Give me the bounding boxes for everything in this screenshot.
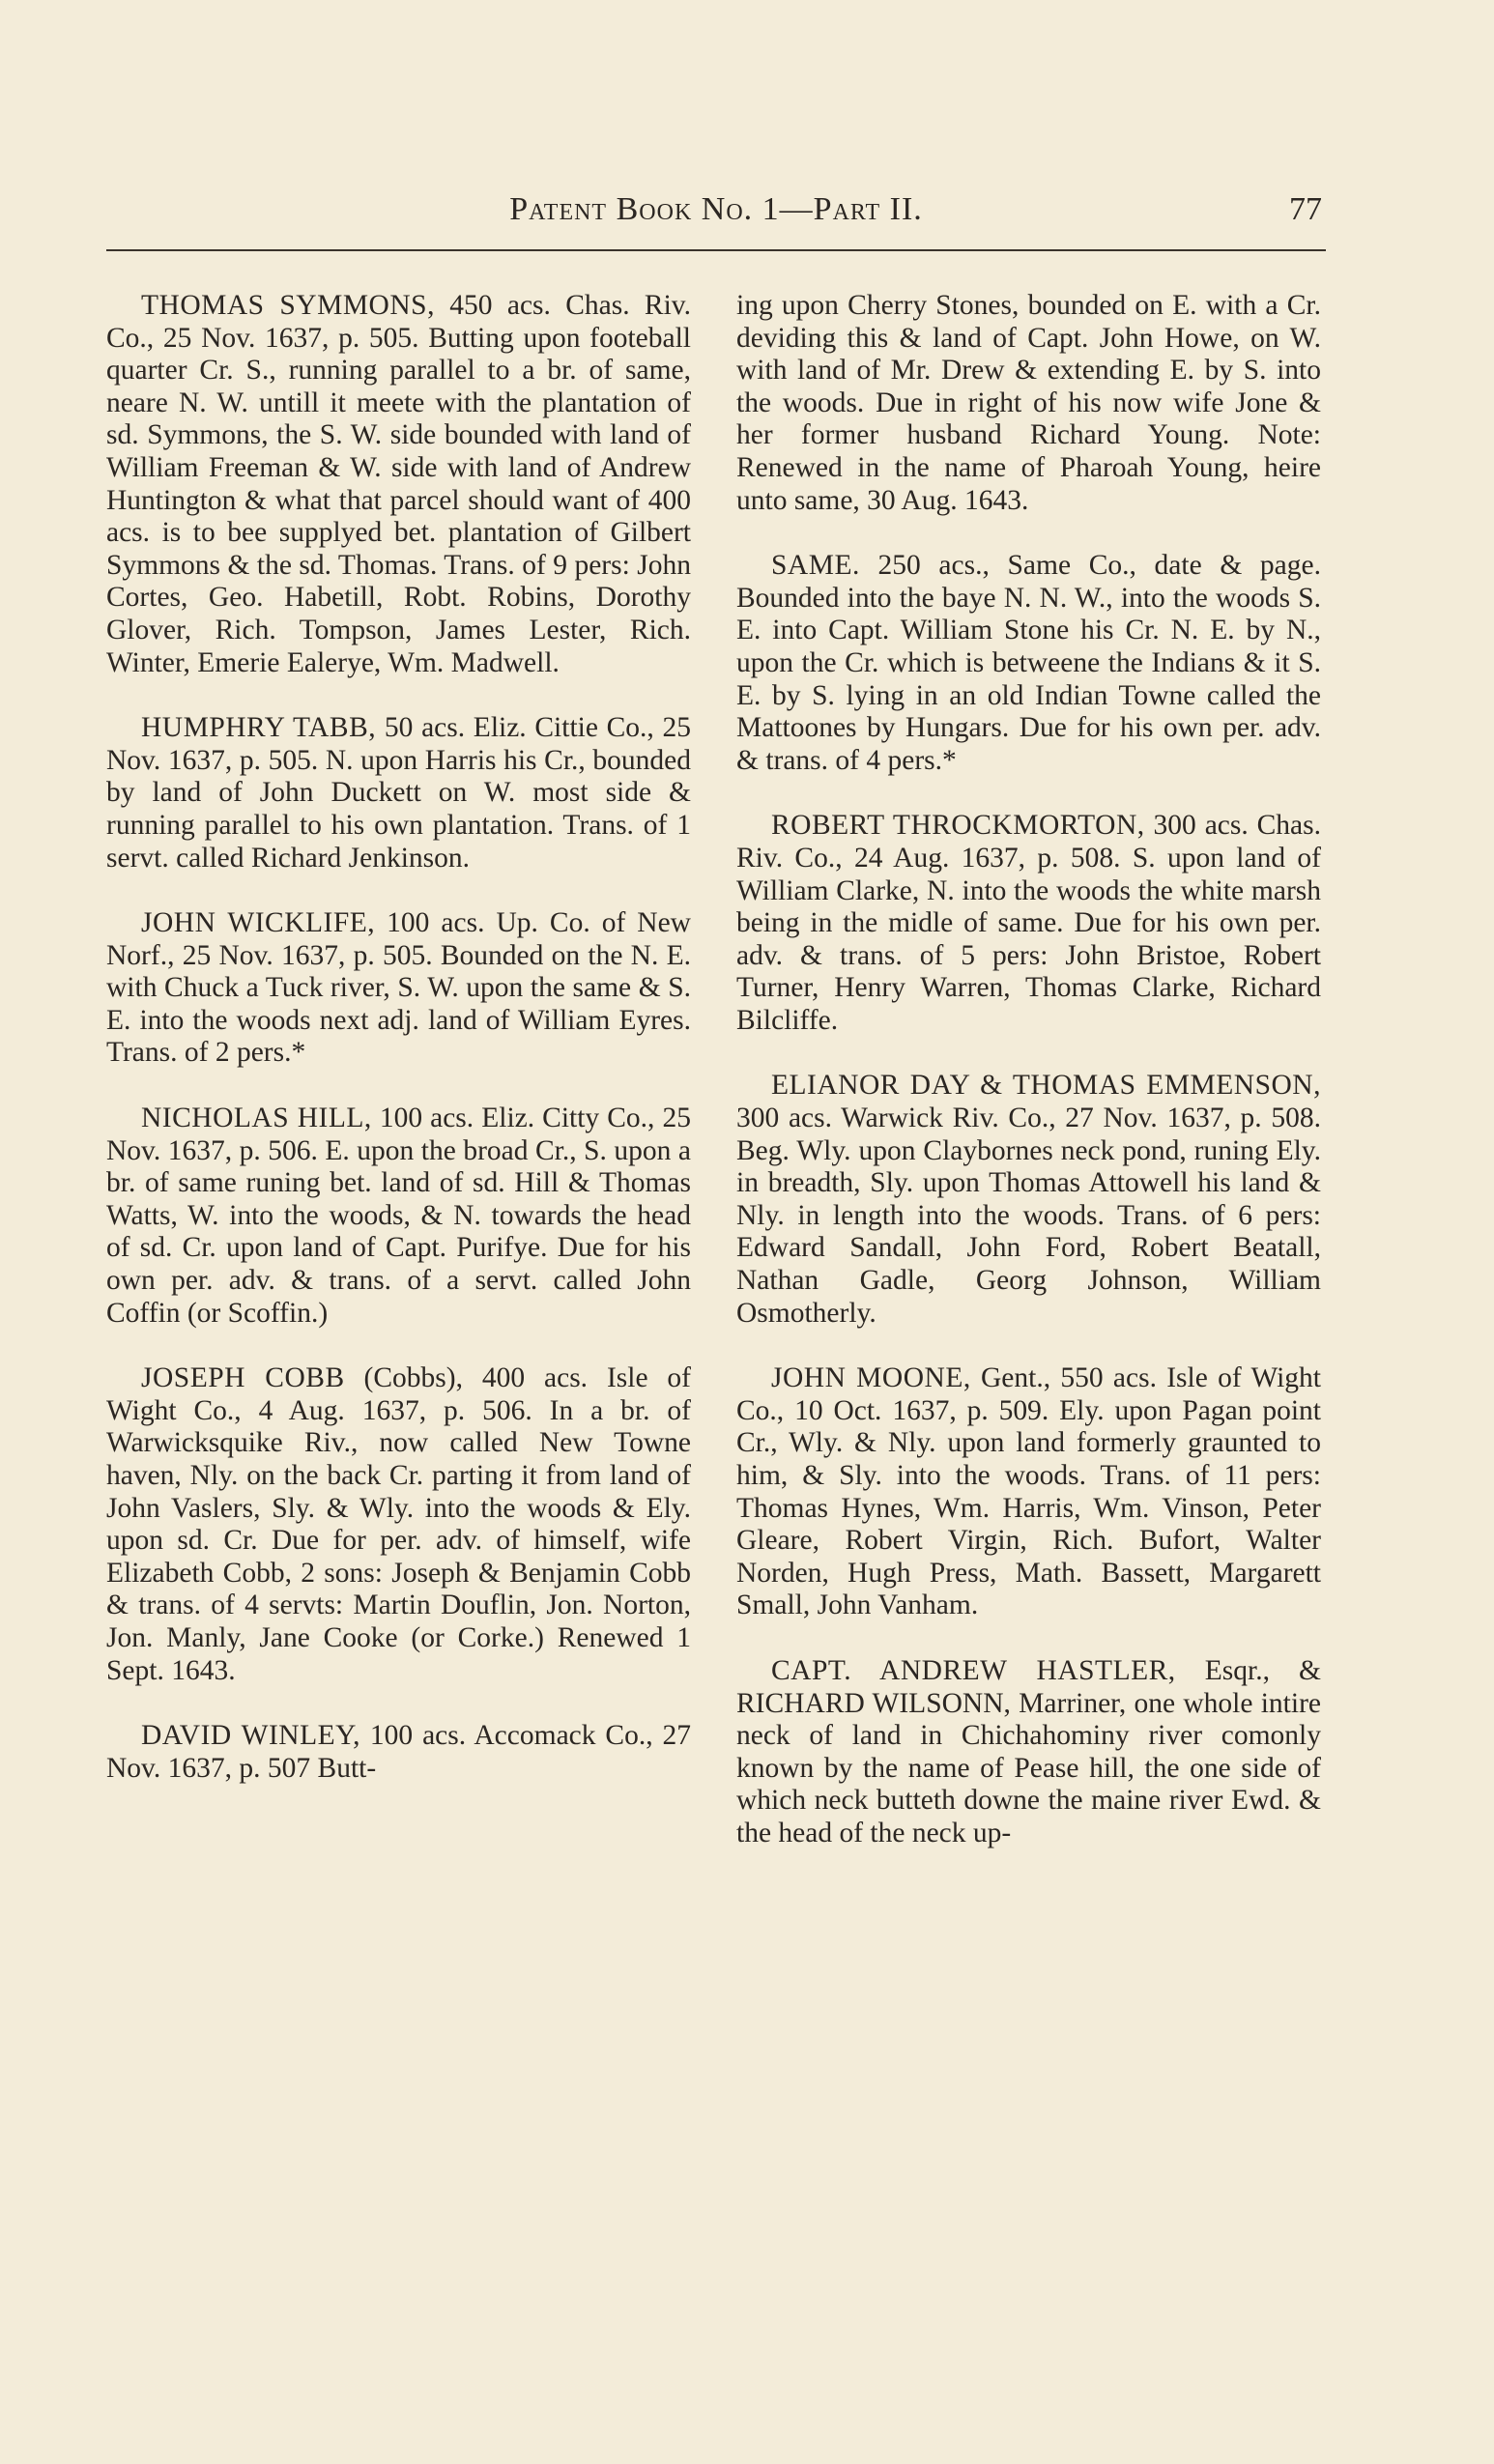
- entry-text: (Cobbs), 400 acs. Isle of Wight Co., 4 Aug. 1637, p. 506. In a br. of Warwicksquike Riv., now called New Towne haven, Nly. on the back Cr. parting it from land of John Vaslers, Sly. & Wly. into the woods & Ely. upon sd. Cr. Due for per. adv. of himself, wife Elizabeth Cobb, 2 sons: Joseph & Benjamin Cobb & trans. of 4 servts: Martin Douflin, Jon. Norton, Jon. Manly, Jane Cooke (or Corke.) Renewed 1 Sept. 1643.: [106, 1362, 691, 1686]
- patent-entry-continuation: [736, 290, 1321, 517]
- entry-name: ELIANOR DAY & THOMAS EMMENSON,: [771, 1070, 1321, 1102]
- entry-name: ROBERT THROCKMORTON,: [771, 810, 1145, 842]
- entry-name: JOSEPH COBB: [141, 1362, 345, 1394]
- page-number: 77: [1289, 191, 1322, 227]
- entry-name: THOMAS SYMMONS,: [141, 290, 435, 321]
- patent-entry: [106, 1362, 691, 1687]
- entry-text: 450 acs. Chas. Riv. Co., 25 Nov. 1637, p. 505. Butting upon footeball quarter Cr. S., running parallel to a br. of same, neare N. W. untill it meete with the plantation of sd. Symmons, the S. W. side bounded with land of William Freeman & W. side with land of Andrew Huntington & what that parcel should want of 400 acs. is to bee supplyed bet. plantation of Gilbert Symmons & the sd. Thomas. Trans. of 9 pers: John Cortes, Geo. Habetill, Robt. Robins, Dorothy Glover, Rich. Tompson, James Lester, Rich. Winter, Emerie Ealerye, Wm. Madwell.: [106, 290, 691, 678]
- entry-name: JOHN WICKLIFE,: [141, 907, 376, 939]
- patent-entry: [106, 712, 691, 874]
- patent-entry: [106, 907, 691, 1070]
- right-column: [736, 290, 1321, 1883]
- running-title: Patent Book No. 1—Part II.: [509, 191, 923, 227]
- entry-text: 250 acs., Same Co., date & page. Bounded into the baye N. N. W., into the woods S. E. into Capt. William Stone his Cr. N. E. by N., upon the Cr. which is betweene the Indians & it S. E. by S. lying in an old Indian Towne called the Mattoones by Hungars. Due for his own per. adv. & trans. of 4 pers.*: [736, 550, 1321, 776]
- entry-name: SAME.: [771, 550, 860, 582]
- entry-name: HUMPHRY TABB,: [141, 712, 377, 744]
- patent-entry: [736, 550, 1321, 777]
- patent-entry: [736, 1362, 1321, 1622]
- entry-name: NICHOLAS HILL,: [141, 1103, 372, 1134]
- patent-entry: [736, 810, 1321, 1037]
- entry-text: 100 acs. Accomack Co., 27 Nov. 1637, p. 507 Butt-: [106, 1720, 691, 1784]
- entry-text: 50 acs. Eliz. Cittie Co., 25 Nov. 1637, p. 505. N. upon Harris his Cr., bounded by land of John Duckett on W. most side & running parallel to his own plantation. Trans. of 1 servt. called Richard Jenkinson.: [106, 712, 692, 874]
- entry-name: JOHN MOONE,: [771, 1362, 971, 1394]
- patent-entry: [106, 290, 691, 679]
- patent-entry: [106, 1103, 691, 1330]
- patent-entry: [106, 1720, 691, 1785]
- entry-name: DAVID WINLEY,: [141, 1720, 360, 1752]
- running-header: [106, 191, 1326, 251]
- entry-text: 300 acs. Chas. Riv. Co., 24 Aug. 1637, p. 508. S. upon land of William Clarke, N. into the woods the white marsh being in the midle of same. Due for his own per. adv. & trans. of 5 pers: John Bristoe, Robert Turner, Henry Warren, Thomas Clarke, Richard Bilcliffe.: [736, 810, 1322, 1036]
- entry-text: 300 acs. Warwick Riv. Co., 27 Nov. 1637, p. 508. Beg. Wly. upon Claybornes neck pond, runing Ely. in breadth, Sly. upon Thomas Attowell his land & Nly. in length into the woods. Trans. of 6 pers: Edward Sandall, John Ford, Robert Beatall, Nathan Gadle, Georg Johnson, William Osmotherly.: [736, 1103, 1321, 1329]
- patent-entry: [736, 1070, 1321, 1330]
- left-column: [106, 290, 691, 1818]
- entry-text: 100 acs. Up. Co. of New Norf., 25 Nov. 1637, p. 505. Bounded on the N. E. with Chuck a Tuck river, S. W. upon the same & S. E. into the woods next adj. land of William Eyres. Trans. of 2 pers.*: [106, 907, 691, 1069]
- patent-entry: [736, 1655, 1321, 1850]
- entry-text: Esqr., & RICHARD WILSONN, Marriner, one whole intire neck of land in Chichahominy river comonly known by the name of Pease hill, the one side of which neck butteth downe the maine river Ewd. & the head of the neck up-: [736, 1654, 1321, 1848]
- entry-name: CAPT. ANDREW HASTLER,: [771, 1654, 1176, 1686]
- entry-text: 100 acs. Eliz. Citty Co., 25 Nov. 1637, p. 506. E. upon the broad Cr., S. upon a br. of same runing bet. land of sd. Hill & Thomas Watts, W. into the woods, & N. towards the head of sd. Cr. upon land of Capt. Purifye. Due for his own per. adv. & trans. of a servt. called John Coffin (or Scoffin.): [106, 1103, 691, 1329]
- entry-text: ing upon Cherry Stones, bounded on E. with a Cr. deviding this & land of Capt. John Howe, on W. with land of Mr. Drew & extending E. by S. into the woods. Due in right of his now wife Jone & her former husband Richard Young. Note: Renewed in the name of Pharoah Young, heire unto same, 30 Aug. 1643.: [736, 290, 1321, 516]
- entry-text: Gent., 550 acs. Isle of Wight Co., 10 Oct. 1637, p. 509. Ely. upon Pagan point Cr., Wly. & Nly. upon land formerly graunted to him, & Sly. into the woods. Trans. of 11 pers: Thomas Hynes, Wm. Harris, Wm. Vinson, Peter Gleare, Robert Virgin, Rich. Bufort, Walter Norden, Hugh Press, Math. Bassett, Margarett Small, John Vanham.: [736, 1362, 1321, 1621]
